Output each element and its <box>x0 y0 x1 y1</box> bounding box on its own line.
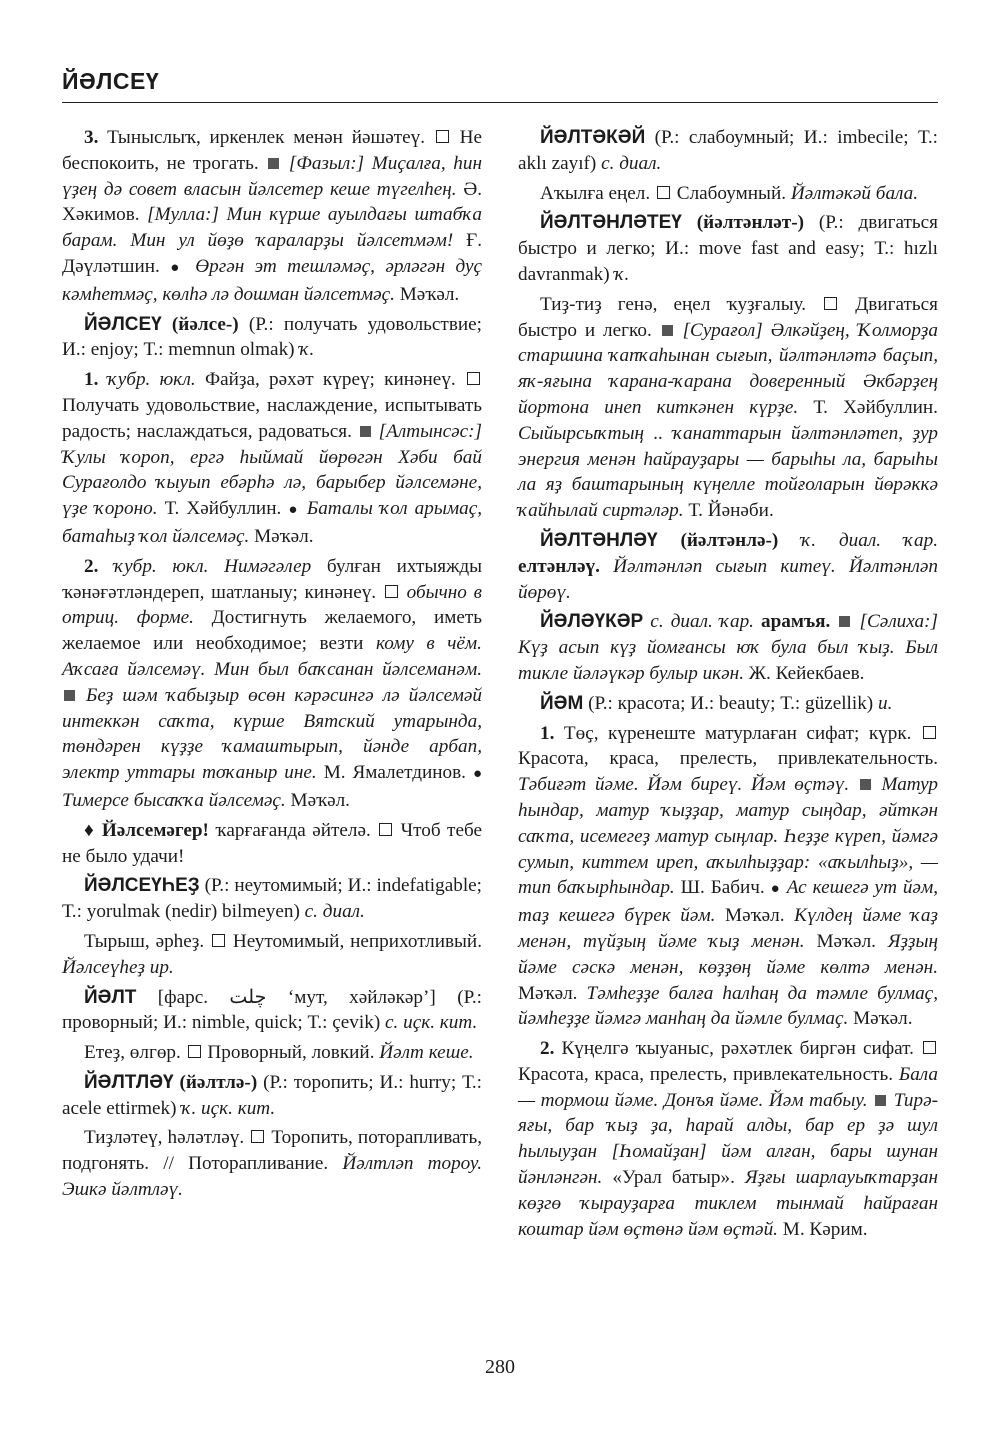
proverb-label: Мәҡәл. <box>804 930 888 952</box>
citation-text: [Сурағол] Әлкәйҙең, Ҡолморҙа старшина ҡапҡаһынан сығып, йәлтәнләтә баҫып, яҡ-яғына ҡарана-ҡарана доверенный Әкбәрҙең йортона инеп киткәнен күрҙе. <box>518 319 938 418</box>
translations: (Р.: торопить; И.: hurry; Т.: acele ettirmek) <box>62 1071 482 1119</box>
translation-text: Достигнуть желаемого, иметь желаемое или необходимое; везти <box>62 607 483 655</box>
bullet-icon: ● <box>288 502 300 519</box>
square-icon <box>657 186 670 199</box>
right-column <box>518 125 938 1246</box>
translation-text: Двигаться быстро и легко. <box>518 293 938 341</box>
proverb-text: Күлдең йәме ҡаҙ менән, түйҙың йәме ҡыҙ менән. <box>518 905 938 952</box>
entry-yeltleu-def <box>62 1125 482 1202</box>
part-of-speech: ҡ. иҫк. кит. <box>181 1097 276 1119</box>
page-number: 280 <box>485 1356 515 1378</box>
entry-yelseuhez <box>62 873 482 925</box>
entry-yeltenleteu-def <box>518 292 938 524</box>
entry-sense-1 <box>62 367 482 550</box>
entry-yeltekey <box>518 125 938 177</box>
proverb-label: Мәҡәл. <box>249 525 314 547</box>
cross-reference: арамъя. <box>761 611 831 633</box>
citation-text: Беҙ шәм ҡабыҙыр өсөн кәрәсингә лә йәлсемәй интеккән саҡта, күрше Вятский утарында, төндәрен күҙҙе ҡамаштырып, йәнде арбап, электр уттары тоҡаныр ине. <box>62 684 483 784</box>
cross-reference: елтәнләү. <box>518 555 600 577</box>
entry-yem-sense-2 <box>518 1036 938 1242</box>
definition-text: Аҡылға еңел. <box>540 182 655 204</box>
filled-square-icon <box>64 690 75 701</box>
sense-number: 1. <box>540 722 555 744</box>
translation-text: Торопить, поторапливать, подгонять. // Поторапливание. <box>62 1127 482 1175</box>
proverb-text: Яҙҙың йәме сәскә менән, көҙҙөң йәме көлтә менән. <box>518 930 938 978</box>
diamond-icon: ♦ <box>84 819 96 841</box>
translation-text: Красота, краса, прелесть, привлекательность. <box>518 748 938 770</box>
cross-reference-label: ҡ. диал. ҡар. <box>778 529 938 551</box>
square-icon <box>824 297 837 310</box>
square-icon <box>385 585 398 598</box>
square-icon <box>212 934 225 947</box>
translation-text: Неутомимый, неприхотливый. <box>227 930 482 952</box>
translations: ‘мут, хәйләкәр’] (Р.: проворный; И.: nimble, quick; Т.: çevik) <box>62 986 482 1034</box>
proverb-label: Мәҡәл. <box>285 789 350 811</box>
etymology-script: چلت <box>229 986 267 1008</box>
entry-yem-sense-1 <box>518 721 938 1033</box>
definition-text: Файҙа, рәхәт күреү; кинәнеү. <box>195 369 465 391</box>
definition-text: Тырыш, әрһеҙ. <box>84 930 211 952</box>
proverb-label: Мәҡәл. <box>848 1008 913 1030</box>
translations: (Р.: красота; И.: beauty; Т.: güzellik) <box>583 692 878 714</box>
headword: ЙӘЛТӘКӘЙ <box>540 127 646 148</box>
filled-square-icon <box>839 616 850 627</box>
citation-author: Т. Хәйбуллин. <box>157 498 289 520</box>
translation-text: Не беспокоить, не трогать. <box>62 127 483 174</box>
citation-author: Т. Йәнәби. <box>683 500 774 522</box>
entry-idiom <box>62 818 482 870</box>
part-of-speech: с. диал. <box>601 152 662 174</box>
filled-square-icon <box>875 1095 886 1106</box>
proverb-label: Мәҡәл. <box>394 283 460 305</box>
headword-stem: (йәлтәнләт-) <box>681 212 804 234</box>
part-of-speech: ҡ. <box>299 339 315 361</box>
filled-square-icon <box>662 325 673 336</box>
entry-sense-2 <box>62 554 482 814</box>
square-icon <box>188 1045 201 1058</box>
headword: ЙӘЛТ <box>84 986 137 1008</box>
citation-text: [Фазыл:] Миҫалға, һин үҙең дә совет власын йәлсетер кеше түгелһең. <box>62 152 482 200</box>
definition-text: Тыныслыҡ, иркенлек менән йәшәтеү. <box>98 127 434 148</box>
square-icon <box>467 372 480 385</box>
citation-author: М. Кәрим. <box>777 1218 868 1240</box>
citation-text: [Мулла:] Мин күрше ауылдағы штабҡа барам. Мин ул йөҙө ҡараларҙы йәлсетмәм! <box>62 204 482 252</box>
entry-yelseu <box>62 312 482 364</box>
left-column <box>62 125 482 1207</box>
citation-text: Матур һындар, матур ҡыҙҙар, матур сыңдар, әйткән саҡта, исемегеҙ матур сыңлар. Һеҙҙе күреп, йәмгә сумып, киттем иреп, аҡылһыҙҙар: «аҡылһыҙ», — тип баҡырһындар. <box>518 774 939 899</box>
citation-text: Яҙғы шарлауыҡтарҙан көҙгө ҡырауҙарға тиклем тынмай һайраған коштар йәм өҫтөнә йәм өҫтәй. <box>518 1167 939 1240</box>
bullet-icon: ● <box>472 766 482 783</box>
proverb-text: Өргән эт тешләмәҫ, әрләгән дуҫ кәмһетмәҫ, көлһә лә дошман йәлсетмәҫ. <box>62 255 482 305</box>
part-of-speech: с. диал. <box>304 901 365 923</box>
sense-number: 1. <box>84 369 99 391</box>
proverb-text: Тимерсе бысаҡҡа йәлсемәҫ. <box>62 789 286 811</box>
example-text: Йәлтәкәй бала. <box>790 182 919 204</box>
translations: (Р.: получать удовольствие; И.: enjoy; Т.: memnun olmak) <box>62 313 482 361</box>
example-text: Йәлтләп тороу. Эшкә йәлтләү. <box>62 1153 482 1201</box>
citation-text: Сыйырсыҡтың .. ҡанаттарын йәлтәнләтеп, ҙур энергия менән һайрауҙары — барыһы ла, барыһы ла яҙ баштарының күңелле тойғоларын йөрәккә ҡайһылай сиртәләр. <box>518 422 938 522</box>
square-icon <box>923 726 936 739</box>
definition-text: Төҫ, күренеште матурлаған сифат; күрк. <box>554 722 921 744</box>
grammar-label: ҡубр. юкл. Нимәгәлер <box>98 555 312 577</box>
grammar-label: ҡубр. юкл. <box>98 369 196 391</box>
definition-text: ҡарғағанда әйтелә. <box>208 819 378 841</box>
header-rule <box>62 102 938 103</box>
translation-text: Проворный, ловкий. <box>202 1042 380 1064</box>
cross-reference-label: с. диал. ҡар. <box>643 611 762 633</box>
entry-yeltenleu <box>518 528 938 605</box>
headword: ЙӘЛӘҮКӘР <box>540 611 644 633</box>
sense-number: 3. <box>84 127 99 148</box>
part-of-speech: и. <box>878 692 893 714</box>
definition-text: Тиҙләтеү, һәләтләү. <box>84 1127 250 1149</box>
entry-yelt-def <box>62 1040 482 1066</box>
translation-text: Чтоб тебе не было удачи! <box>62 819 482 867</box>
page-header-title: ЙӘЛСЕҮ <box>62 68 160 94</box>
translation-text: Красота, краса, прелесть, привлекательность. <box>518 1063 899 1085</box>
filled-square-icon <box>360 426 371 437</box>
headword: ЙӘЛСЕҮ <box>84 313 162 335</box>
definition-text: Тиҙ-тиҙ генә, еңел ҡуҙғалыу. <box>540 293 823 315</box>
entry-yelseuhez-def <box>62 929 482 981</box>
example-text: Тәбиғәт йәме. Йәм биреү. Йәм өҫтәү. <box>518 774 850 796</box>
proverb-label: Мәҡәл. <box>518 982 587 1004</box>
citation-author: Ш. Бабич. <box>674 877 771 899</box>
headword: ЙӘЛСЕҮҺЕҘ <box>84 875 200 897</box>
translations: (Р.: слабоумный; И.: imbecile; Т.: aklı zayıf) <box>518 127 938 174</box>
citation-author: Т. Хәйбуллин. <box>798 396 938 418</box>
square-icon <box>923 1041 936 1054</box>
part-of-speech: ҡ. <box>614 263 630 285</box>
sense-number: 2. <box>84 555 99 577</box>
headword: ЙӘЛТӘНЛӘҮ <box>540 529 658 551</box>
example-text: Йәлт кеше. <box>379 1042 474 1064</box>
entry-yeleuker <box>518 609 938 686</box>
example-text: кому в чём. Аҡсаға йәлсемәү. Мин был баҡсанан йәлсеманәм. <box>62 633 482 680</box>
idiom-phrase: Йәлсемәгер! <box>95 819 209 841</box>
proverb-text: Тәмһеҙҙе балға һалһаң да тәмле булмаҫ, йәмһеҙҙе йәмгә манһаң да йәмле булмаҫ. <box>518 982 938 1030</box>
example-text: Бала — тормош йәме. Донъя йәме. Йәм табыу. <box>518 1063 938 1111</box>
translation-text: Получать удовольствие, наслаждение, испытывать радость; наслаждаться, радоваться. <box>62 394 482 442</box>
citation-author: Ғ. Дәүләтшин. <box>62 230 482 277</box>
example-text: Йәлсеүһеҙ ир. <box>62 956 174 978</box>
entry-yeltekey-def <box>518 181 938 207</box>
translations: (Р.: двигаться быстро и легко; И.: move fast and easy; Т.: hızlı davranmak) <box>518 212 938 285</box>
entry-yem <box>518 691 938 717</box>
square-icon <box>379 823 392 836</box>
headword: ЙӘЛТЛӘҮ <box>84 1071 174 1093</box>
headword-stem: (йәлтлә-) <box>173 1071 258 1093</box>
citation-text: [Сәлиха:] Күҙ асып күҙ йомғансы юҡ була был ҡыҙ. Был тикле йәләүкәр булыр икән. <box>518 611 938 684</box>
definition-text: Етеҙ, өлгөр. <box>84 1042 186 1064</box>
entry-yeltenleteu <box>518 210 938 287</box>
filled-square-icon <box>860 779 871 790</box>
entry-yeltleu <box>62 1070 482 1122</box>
example-text: Йәлтәнләп сығып китеү. Йәлтәнләп йөрөү. <box>518 555 938 603</box>
translations: (Р.: неутомимый; И.: indefatigable; Т.: yorulmak (nedir) bilmeyen) <box>62 875 482 923</box>
sense-number: 2. <box>540 1038 555 1060</box>
entry-sense-3 <box>62 125 482 308</box>
usage-note: обычно в отриц. форме. <box>62 581 482 629</box>
citation-author: Ж. Кейекбаев. <box>744 662 865 684</box>
bullet-icon: ● <box>170 259 185 276</box>
citation-author: «Урал батыр». <box>602 1167 745 1189</box>
headword: ЙӘМ <box>540 692 584 714</box>
etymology-text: [фарс. <box>136 986 230 1008</box>
headword-stem: (йәлсе-) <box>161 313 239 335</box>
citation-author: Ә. Хәкимов. <box>62 178 482 226</box>
bullet-icon: ● <box>770 881 781 898</box>
headword: ЙӘЛТӘНЛӘТЕҮ <box>540 212 682 234</box>
citation-text: Тирә-яғы, бар ҡыҙ ҙа, һарай алды, бар ер ҙә шул һылыуҙан [Һомайҙан] йәм алған, бары шунан йәнләнгән. <box>518 1089 938 1189</box>
definition-text: булған ихтыяжды ҡәнәғәтләндереп, шатланыу; кинәнеү. <box>62 555 482 603</box>
proverb-label: Мәҡәл. <box>715 905 795 927</box>
entry-yelt <box>62 985 482 1037</box>
headword-stem: (йәлтәнлә-) <box>657 529 779 551</box>
square-icon <box>436 130 449 143</box>
filled-square-icon <box>268 158 279 169</box>
translation-text: Слабоумный. <box>671 182 791 204</box>
citation-text: [Алтынсәс:] Ҡулы ҡороп, ергә һыймай йөрөгән Хәби бай Сурағолдо ҡыуып ебәрһә лә, барыбер йәлсемәне, үҙе ҡороно. <box>62 420 483 520</box>
definition-text: Күңелгә ҡыуаныс, рәхәтлек биргән сифат. <box>554 1038 921 1060</box>
proverb-text: Баталы ҡол арымаҫ, батаһыҙ ҡол йәлсемәҫ. <box>62 498 483 547</box>
citation-author: М. Ямалетдинов. <box>316 762 473 784</box>
square-icon <box>251 1130 264 1143</box>
part-of-speech: с. иҫк. кит. <box>385 1012 478 1034</box>
proverb-text: Ас кешегә ут йәм, таҙ кешегә бүрек йәм. <box>518 877 938 927</box>
